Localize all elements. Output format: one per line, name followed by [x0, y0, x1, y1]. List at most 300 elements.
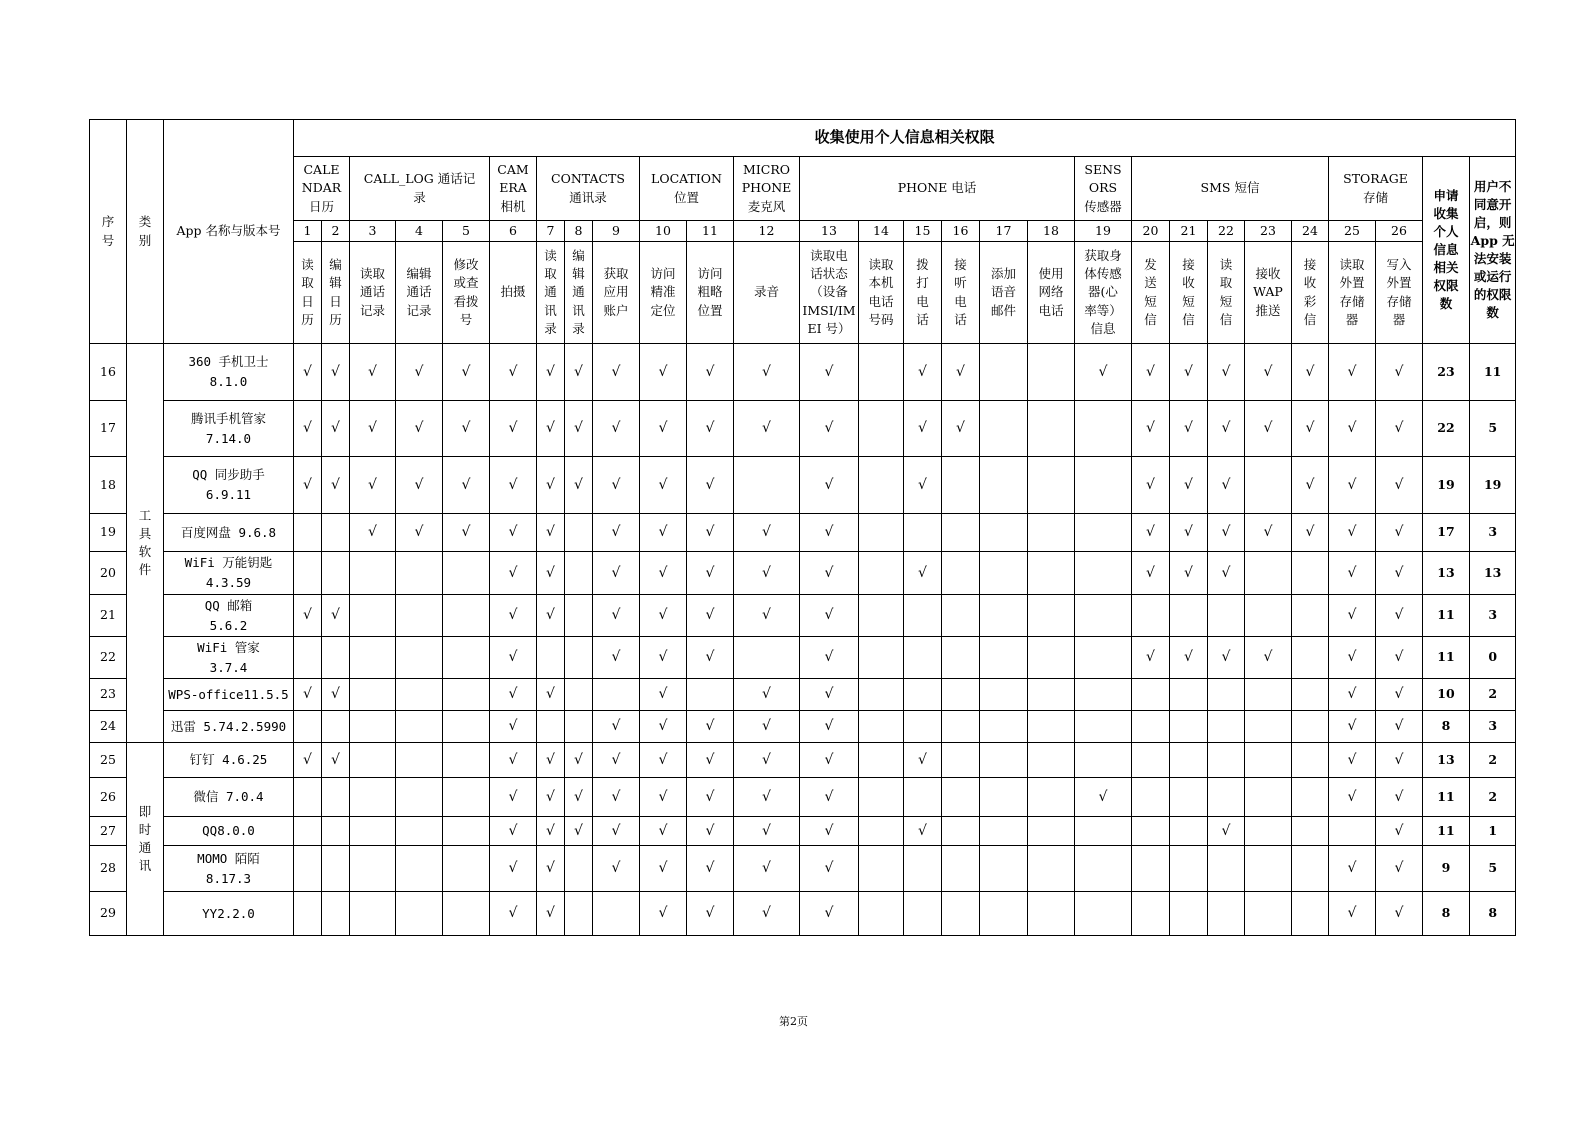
row-requested-count: 10	[1423, 679, 1470, 711]
empty-cell	[1028, 344, 1075, 401]
check-mark: √	[800, 711, 859, 743]
check-mark: √	[1245, 401, 1292, 457]
empty-cell	[565, 552, 593, 595]
permission-label: 接 收 彩 信	[1292, 242, 1329, 344]
check-mark: √	[904, 401, 942, 457]
permission-number: 26	[1376, 221, 1423, 242]
row-seq: 18	[90, 457, 127, 514]
empty-cell	[294, 637, 322, 679]
header-app-name: App 名称与版本号	[164, 120, 294, 344]
empty-cell	[1208, 711, 1245, 743]
check-mark: √	[800, 344, 859, 401]
empty-cell	[565, 711, 593, 743]
empty-cell	[1292, 892, 1329, 936]
empty-cell	[859, 711, 904, 743]
permission-label: 修改 或查 看拨 号	[443, 242, 490, 344]
empty-cell	[443, 552, 490, 595]
empty-cell	[1245, 817, 1292, 846]
check-mark: √	[1376, 817, 1423, 846]
empty-cell	[980, 552, 1028, 595]
permission-label: 获取 应用 账户	[593, 242, 640, 344]
table-title: 收集使用个人信息相关权限	[294, 120, 1516, 157]
check-mark: √	[687, 552, 734, 595]
check-mark: √	[294, 679, 322, 711]
check-mark: √	[490, 743, 537, 778]
permission-label: 编辑 通话 记录	[396, 242, 443, 344]
empty-cell	[734, 457, 800, 514]
empty-cell	[734, 637, 800, 679]
empty-cell	[350, 817, 396, 846]
empty-cell	[904, 637, 942, 679]
check-mark: √	[687, 778, 734, 817]
empty-cell	[1170, 595, 1208, 637]
check-mark: √	[640, 817, 687, 846]
empty-cell	[980, 817, 1028, 846]
check-mark: √	[687, 595, 734, 637]
permission-number: 24	[1292, 221, 1329, 242]
empty-cell	[1292, 637, 1329, 679]
row-required-count: 2	[1470, 679, 1516, 711]
empty-cell	[980, 344, 1028, 401]
row-requested-count: 17	[1423, 514, 1470, 552]
check-mark: √	[687, 817, 734, 846]
row-app-name: 微信 7.0.4	[164, 778, 294, 817]
group-header: CALL_LOG 通话记 录	[350, 157, 490, 221]
permission-number: 10	[640, 221, 687, 242]
check-mark: √	[490, 637, 537, 679]
check-mark: √	[1170, 552, 1208, 595]
check-mark: √	[942, 344, 980, 401]
check-mark: √	[904, 457, 942, 514]
table-row	[90, 595, 1516, 637]
empty-cell	[1245, 679, 1292, 711]
check-mark: √	[734, 846, 800, 892]
check-mark: √	[490, 595, 537, 637]
check-mark: √	[537, 743, 565, 778]
check-mark: √	[1329, 457, 1376, 514]
check-mark: √	[640, 401, 687, 457]
empty-cell	[443, 595, 490, 637]
empty-cell	[859, 817, 904, 846]
empty-cell	[1329, 817, 1376, 846]
empty-cell	[904, 711, 942, 743]
empty-cell	[859, 401, 904, 457]
permission-number: 2	[322, 221, 350, 242]
row-requested-count: 8	[1423, 711, 1470, 743]
row-requested-count: 8	[1423, 892, 1470, 936]
empty-cell	[980, 457, 1028, 514]
check-mark: √	[1075, 344, 1132, 401]
permission-label: 编 辑 通 讯 录	[565, 242, 593, 344]
check-mark: √	[800, 552, 859, 595]
check-mark: √	[593, 514, 640, 552]
permission-number: 15	[904, 221, 942, 242]
row-app-name: YY2.2.0	[164, 892, 294, 936]
check-mark: √	[593, 846, 640, 892]
check-mark: √	[593, 552, 640, 595]
check-mark: √	[294, 457, 322, 514]
check-mark: √	[640, 679, 687, 711]
check-mark: √	[1376, 552, 1423, 595]
empty-cell	[1075, 552, 1132, 595]
permission-label: 编 辑 日 历	[322, 242, 350, 344]
check-mark: √	[800, 401, 859, 457]
table-row	[90, 344, 1516, 401]
empty-cell	[396, 892, 443, 936]
row-required-count: 1	[1470, 817, 1516, 846]
empty-cell	[942, 552, 980, 595]
empty-cell	[1245, 778, 1292, 817]
check-mark: √	[443, 401, 490, 457]
check-mark: √	[1132, 552, 1170, 595]
row-seq: 28	[90, 846, 127, 892]
empty-cell	[980, 711, 1028, 743]
empty-cell	[1170, 846, 1208, 892]
check-mark: √	[734, 514, 800, 552]
permission-number: 23	[1245, 221, 1292, 242]
check-mark: √	[1329, 595, 1376, 637]
check-mark: √	[640, 711, 687, 743]
empty-cell	[942, 892, 980, 936]
empty-cell	[980, 743, 1028, 778]
check-mark: √	[640, 846, 687, 892]
check-mark: √	[537, 817, 565, 846]
check-mark: √	[490, 514, 537, 552]
check-mark: √	[904, 817, 942, 846]
empty-cell	[1208, 846, 1245, 892]
permission-label: 写入 外置 存储 器	[1376, 242, 1423, 344]
row-required-count: 3	[1470, 595, 1516, 637]
group-header: STORAGE 存储	[1329, 157, 1423, 221]
permission-number: 21	[1170, 221, 1208, 242]
check-mark: √	[687, 743, 734, 778]
row-required-count: 13	[1470, 552, 1516, 595]
empty-cell	[1292, 778, 1329, 817]
table-row	[90, 514, 1516, 552]
permission-number: 13	[800, 221, 859, 242]
empty-cell	[443, 778, 490, 817]
check-mark: √	[1245, 637, 1292, 679]
check-mark: √	[800, 743, 859, 778]
empty-cell	[322, 892, 350, 936]
empty-cell	[294, 514, 322, 552]
header-category: 类 别	[127, 120, 164, 344]
row-required-count: 0	[1470, 637, 1516, 679]
check-mark: √	[490, 679, 537, 711]
permission-label: 接 收 短 信	[1170, 242, 1208, 344]
empty-cell	[1292, 595, 1329, 637]
empty-cell	[1028, 637, 1075, 679]
check-mark: √	[687, 344, 734, 401]
check-mark: √	[1376, 778, 1423, 817]
empty-cell	[396, 817, 443, 846]
empty-cell	[1245, 892, 1292, 936]
check-mark: √	[593, 711, 640, 743]
check-mark: √	[565, 401, 593, 457]
empty-cell	[980, 637, 1028, 679]
check-mark: √	[490, 711, 537, 743]
empty-cell	[396, 552, 443, 595]
check-mark: √	[537, 595, 565, 637]
check-mark: √	[1376, 637, 1423, 679]
check-mark: √	[640, 514, 687, 552]
group-header: MICRO PHONE 麦克风	[734, 157, 800, 221]
check-mark: √	[322, 401, 350, 457]
empty-cell	[942, 679, 980, 711]
group-header: CALE NDAR 日历	[294, 157, 350, 221]
permission-label: 添加 语音 邮件	[980, 242, 1028, 344]
row-required-count: 8	[1470, 892, 1516, 936]
check-mark: √	[1376, 711, 1423, 743]
check-mark: √	[800, 892, 859, 936]
check-mark: √	[294, 595, 322, 637]
empty-cell	[980, 778, 1028, 817]
empty-cell	[1028, 401, 1075, 457]
permission-label: 读取 本机 电话 号码	[859, 242, 904, 344]
empty-cell	[443, 637, 490, 679]
row-requested-count: 11	[1423, 778, 1470, 817]
check-mark: √	[537, 679, 565, 711]
empty-cell	[904, 892, 942, 936]
permission-number: 22	[1208, 221, 1245, 242]
row-required-count: 19	[1470, 457, 1516, 514]
check-mark: √	[640, 457, 687, 514]
check-mark: √	[734, 743, 800, 778]
empty-cell	[859, 637, 904, 679]
empty-cell	[396, 637, 443, 679]
permission-label: 接收 WAP 推送	[1245, 242, 1292, 344]
check-mark: √	[1376, 514, 1423, 552]
empty-cell	[537, 711, 565, 743]
check-mark: √	[593, 743, 640, 778]
category-cell: 工 具 软 件	[127, 344, 164, 743]
permission-number: 19	[1075, 221, 1132, 242]
permission-label: 读 取 通 讯 录	[537, 242, 565, 344]
empty-cell	[1208, 892, 1245, 936]
check-mark: √	[350, 457, 396, 514]
row-required-count: 5	[1470, 846, 1516, 892]
check-mark: √	[322, 457, 350, 514]
row-seq: 29	[90, 892, 127, 936]
empty-cell	[859, 595, 904, 637]
row-required-count: 3	[1470, 711, 1516, 743]
check-mark: √	[593, 637, 640, 679]
empty-cell	[1075, 846, 1132, 892]
check-mark: √	[443, 457, 490, 514]
check-mark: √	[593, 457, 640, 514]
empty-cell	[942, 743, 980, 778]
empty-cell	[942, 595, 980, 637]
check-mark: √	[1329, 846, 1376, 892]
check-mark: √	[1132, 514, 1170, 552]
empty-cell	[904, 679, 942, 711]
check-mark: √	[1208, 401, 1245, 457]
empty-cell	[1245, 457, 1292, 514]
empty-cell	[350, 892, 396, 936]
check-mark: √	[1292, 344, 1329, 401]
row-requested-count: 19	[1423, 457, 1470, 514]
empty-cell	[593, 679, 640, 711]
check-mark: √	[443, 344, 490, 401]
empty-cell	[294, 552, 322, 595]
empty-cell	[593, 892, 640, 936]
row-app-name: QQ8.0.0	[164, 817, 294, 846]
empty-cell	[1292, 679, 1329, 711]
empty-cell	[1075, 637, 1132, 679]
empty-cell	[396, 743, 443, 778]
check-mark: √	[1170, 401, 1208, 457]
check-mark: √	[800, 514, 859, 552]
check-mark: √	[687, 846, 734, 892]
permission-label: 获取身 体传感 器(心 率等） 信息	[1075, 242, 1132, 344]
permission-number: 11	[687, 221, 734, 242]
empty-cell	[1028, 514, 1075, 552]
empty-cell	[1075, 514, 1132, 552]
empty-cell	[350, 679, 396, 711]
check-mark: √	[1376, 401, 1423, 457]
row-requested-count: 9	[1423, 846, 1470, 892]
check-mark: √	[490, 401, 537, 457]
check-mark: √	[942, 401, 980, 457]
check-mark: √	[490, 344, 537, 401]
empty-cell	[980, 401, 1028, 457]
empty-cell	[1132, 846, 1170, 892]
empty-cell	[1170, 711, 1208, 743]
empty-cell	[687, 679, 734, 711]
check-mark: √	[1208, 637, 1245, 679]
check-mark: √	[322, 743, 350, 778]
empty-cell	[1028, 679, 1075, 711]
check-mark: √	[687, 637, 734, 679]
empty-cell	[1028, 457, 1075, 514]
check-mark: √	[1292, 514, 1329, 552]
check-mark: √	[734, 595, 800, 637]
empty-cell	[350, 552, 396, 595]
empty-cell	[859, 344, 904, 401]
check-mark: √	[640, 778, 687, 817]
check-mark: √	[640, 344, 687, 401]
empty-cell	[1292, 711, 1329, 743]
check-mark: √	[565, 743, 593, 778]
check-mark: √	[1132, 401, 1170, 457]
empty-cell	[1075, 595, 1132, 637]
empty-cell	[1075, 817, 1132, 846]
permission-number: 8	[565, 221, 593, 242]
check-mark: √	[1170, 457, 1208, 514]
group-header: CONTACTS 通讯录	[537, 157, 640, 221]
empty-cell	[859, 679, 904, 711]
page-number: 第2页	[779, 1015, 808, 1028]
permission-label: 拍摄	[490, 242, 537, 344]
empty-cell	[565, 892, 593, 936]
check-mark: √	[294, 344, 322, 401]
check-mark: √	[687, 711, 734, 743]
empty-cell	[1170, 817, 1208, 846]
check-mark: √	[1329, 514, 1376, 552]
empty-cell	[980, 514, 1028, 552]
empty-cell	[1245, 552, 1292, 595]
check-mark: √	[1376, 846, 1423, 892]
check-mark: √	[640, 743, 687, 778]
permission-label: 读取电 话状态 （设备 IMSI/IM EI 号）	[800, 242, 859, 344]
table-row	[90, 743, 1516, 778]
check-mark: √	[1329, 679, 1376, 711]
empty-cell	[1028, 892, 1075, 936]
permission-number: 12	[734, 221, 800, 242]
empty-cell	[1245, 743, 1292, 778]
table-row	[90, 817, 1516, 846]
empty-cell	[294, 778, 322, 817]
check-mark: √	[322, 344, 350, 401]
check-mark: √	[800, 637, 859, 679]
check-mark: √	[1376, 457, 1423, 514]
table-row	[90, 892, 1516, 936]
check-mark: √	[1208, 457, 1245, 514]
empty-cell	[942, 514, 980, 552]
empty-cell	[942, 711, 980, 743]
check-mark: √	[537, 778, 565, 817]
empty-cell	[294, 892, 322, 936]
row-app-name: QQ 同步助手 6.9.11	[164, 457, 294, 514]
check-mark: √	[350, 344, 396, 401]
empty-cell	[904, 514, 942, 552]
permission-label: 拨 打 电 话	[904, 242, 942, 344]
empty-cell	[565, 637, 593, 679]
permission-label: 使用 网络 电话	[1028, 242, 1075, 344]
check-mark: √	[350, 401, 396, 457]
empty-cell	[1028, 595, 1075, 637]
empty-cell	[1075, 401, 1132, 457]
check-mark: √	[1329, 743, 1376, 778]
permission-label: 录音	[734, 242, 800, 344]
empty-cell	[980, 595, 1028, 637]
row-seq: 24	[90, 711, 127, 743]
empty-cell	[1208, 595, 1245, 637]
empty-cell	[1132, 778, 1170, 817]
row-seq: 20	[90, 552, 127, 595]
check-mark: √	[537, 514, 565, 552]
row-required-count: 3	[1470, 514, 1516, 552]
group-header: CAM ERA 相机	[490, 157, 537, 221]
table-row	[90, 679, 1516, 711]
table-row	[90, 711, 1516, 743]
check-mark: √	[1170, 514, 1208, 552]
empty-cell	[350, 711, 396, 743]
empty-cell	[537, 637, 565, 679]
empty-cell	[1075, 892, 1132, 936]
check-mark: √	[1376, 892, 1423, 936]
check-mark: √	[1329, 344, 1376, 401]
check-mark: √	[800, 817, 859, 846]
empty-cell	[322, 711, 350, 743]
check-mark: √	[1132, 637, 1170, 679]
row-app-name: 百度网盘 9.6.8	[164, 514, 294, 552]
empty-cell	[350, 595, 396, 637]
empty-cell	[1170, 743, 1208, 778]
empty-cell	[1245, 846, 1292, 892]
check-mark: √	[490, 846, 537, 892]
empty-cell	[1292, 743, 1329, 778]
check-mark: √	[734, 401, 800, 457]
empty-cell	[443, 679, 490, 711]
empty-cell	[350, 637, 396, 679]
empty-cell	[942, 817, 980, 846]
check-mark: √	[1329, 552, 1376, 595]
check-mark: √	[734, 892, 800, 936]
empty-cell	[396, 711, 443, 743]
empty-cell	[980, 892, 1028, 936]
empty-cell	[396, 846, 443, 892]
